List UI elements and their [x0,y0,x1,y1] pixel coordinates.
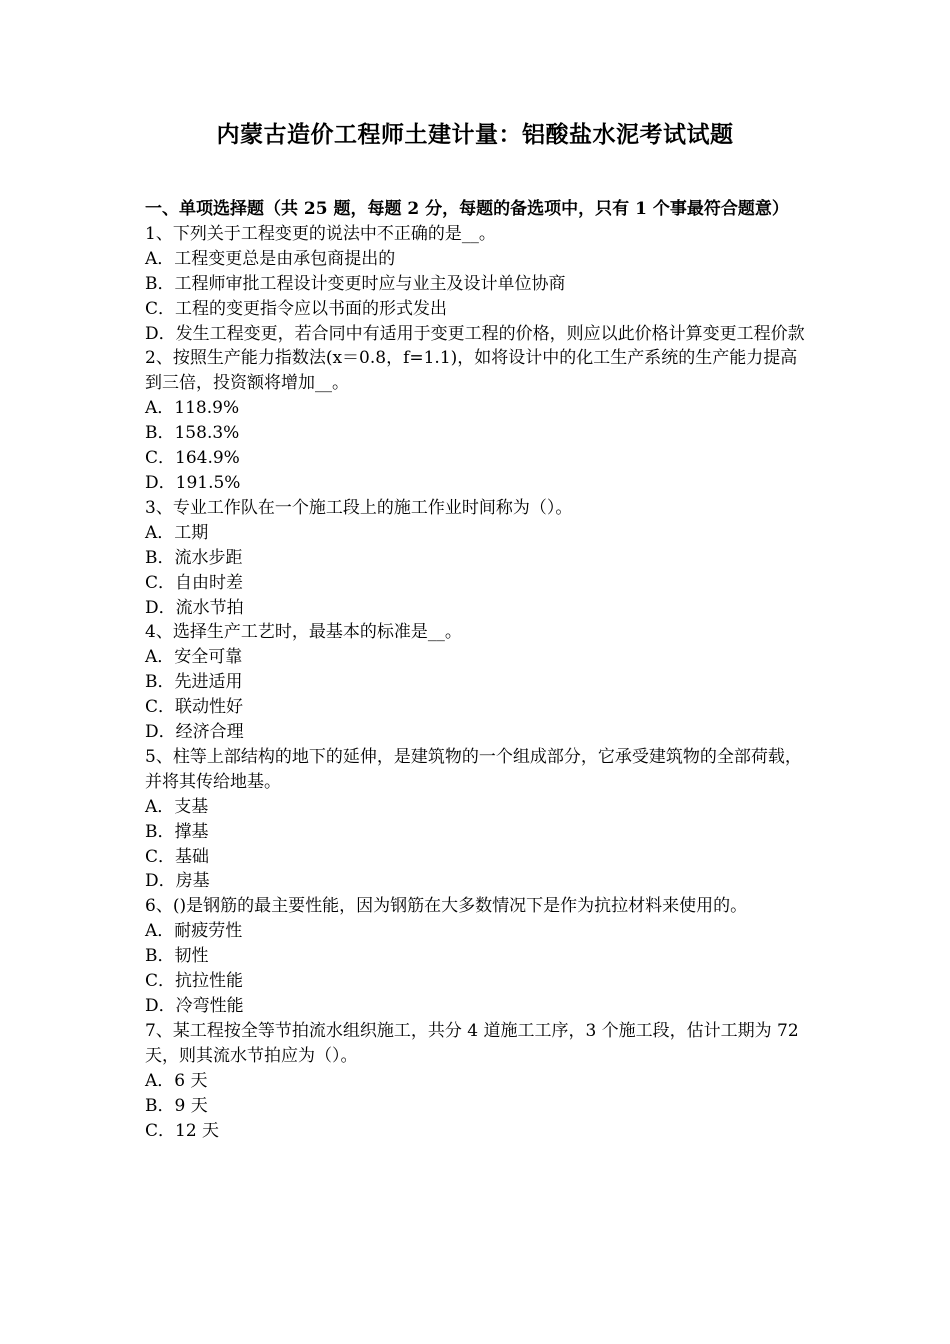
page-title: 内蒙古造价工程师土建计量：铝酸盐水泥考试试题 [216,121,734,148]
option-c: C．工程的变更指令应以书面的形式发出 [145,298,448,319]
option-a: A．安全可靠 [145,647,243,668]
option-b: B．流水步距 [145,547,243,568]
question-stem: 1、下列关于工程变更的说法中不正确的是__。 [145,223,496,244]
option-b: B．158.3% [145,423,240,444]
question-2 [145,346,810,495]
question-3 [145,496,810,621]
question-5 [145,745,810,894]
option-d: D．冷弯性能 [145,996,244,1016]
option-d: D．流水节拍 [145,597,244,618]
option-d: D．191.5% [145,472,241,493]
option-d: D．发生工程变更，若合同中有适用于变更工程的价格，则应以此价格计算变更工程价款 [145,323,805,344]
question-stem: 4、选择生产工艺时，最基本的标准是__。 [145,622,462,643]
question-7 [145,1019,810,1144]
question-6 [145,894,810,1019]
option-c: C．抗拉性能 [145,971,244,992]
option-b: B．韧性 [145,946,209,967]
option-c: C．联动性好 [145,697,244,718]
option-c: C．基础 [145,846,210,867]
option-b: B．9 天 [145,1095,208,1116]
option-a: A．工期 [145,522,209,543]
question-stem: 6、()是钢筋的最主要性能，因为钢筋在大多数情况下是作为抗拉材料来使用的。 [145,896,748,917]
option-c: C．164.9% [145,448,240,469]
option-d: D．经济合理 [145,722,244,743]
option-a: A．工程变更总是由承包商提出的 [145,248,396,269]
section-heading: 一、单项选择题（共 25 题，每题 2 分，每题的备选项中，只有 1 个事最符合题意） [145,199,789,219]
question-stem: 5、柱等上部结构的地下的延伸，是建筑物的一个组成部分，它承受建筑物的全部荷载，并将其传给地基。 [145,746,802,792]
document-body [145,197,810,1143]
question-stem: 7、某工程按全等节拍流水组织施工，共分 4 道施工工序，3 个施工段，估计工期为 72 天，则其流水节拍应为（）。 [145,1020,799,1066]
option-a: A．6 天 [145,1070,208,1091]
question-1 [145,222,810,347]
option-b: B．撑基 [145,821,209,842]
option-a: A．118.9% [145,398,240,419]
option-c: C．自由时差 [145,572,244,593]
question-4 [145,620,810,745]
option-a: A．耐疲劳性 [145,921,243,942]
option-b: B．先进适用 [145,672,243,693]
option-d: D．房基 [145,871,210,892]
question-stem: 2、按照生产能力指数法(x＝0.8，f=1.1)，如将设计中的化工生产系统的生产能力提高到三倍，投资额将增加__。 [145,348,798,394]
option-b: B．工程师审批工程设计变更时应与业主及设计单位协商 [145,273,566,294]
question-stem: 3、专业工作队在一个施工段上的施工作业时间称为（）。 [145,497,573,518]
option-a: A．支基 [145,796,209,817]
option-c: C．12 天 [145,1120,220,1141]
